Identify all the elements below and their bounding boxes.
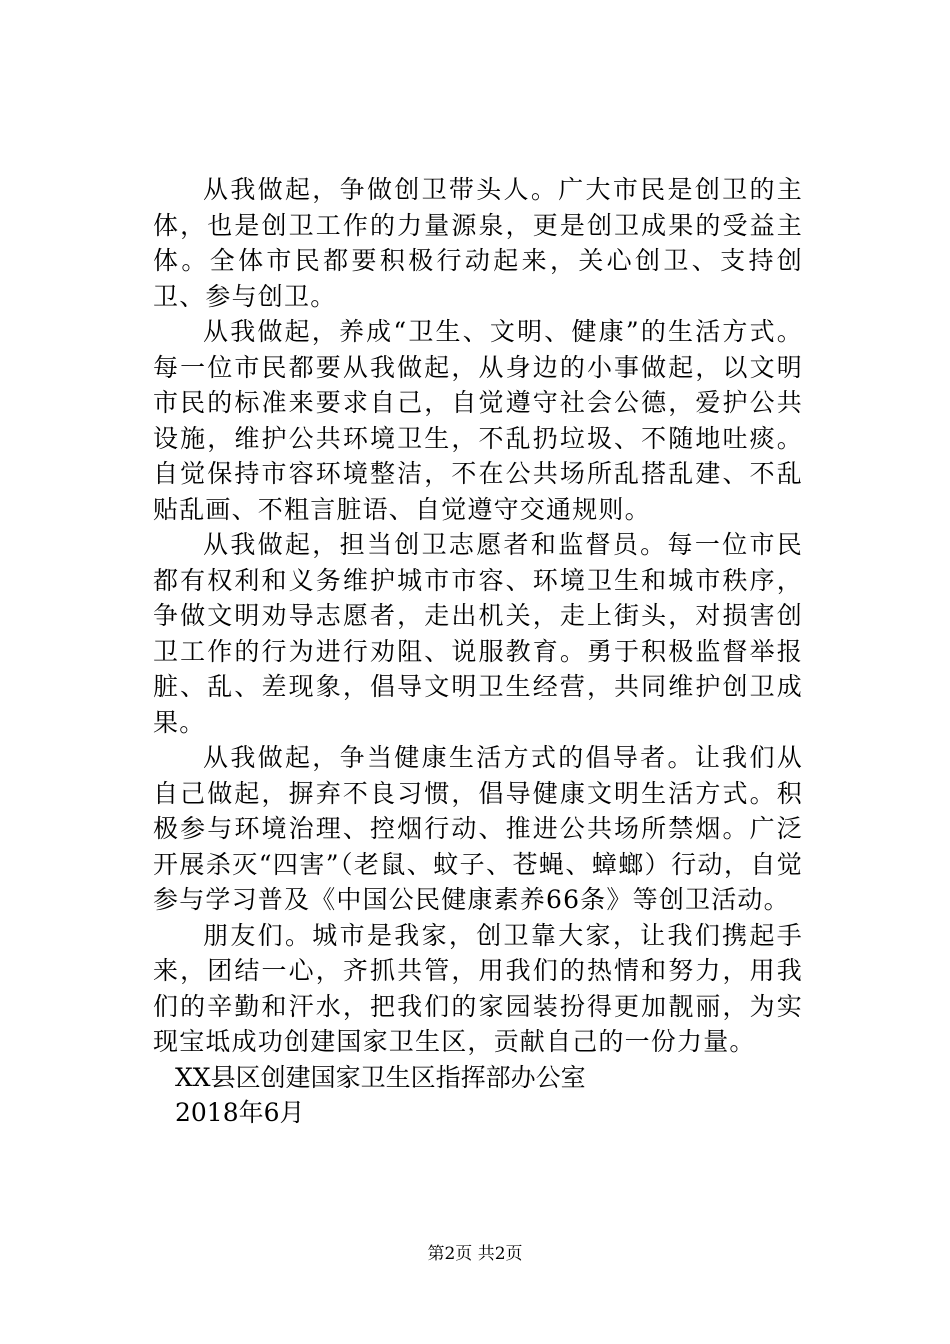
page-footer: 第2页 共2页 xyxy=(427,1244,523,1264)
signature-line: XX县区创建国家卫生区指挥部办公室 xyxy=(175,1062,586,1092)
paragraph-4: 从我做起，争当健康生活方式的倡导者。让我们从自己做起，摒弃不良习惯，倡导健康文明生活方式。积极参与环境治理、控烟行动、推进公共场所禁烟。广泛开展杀灭“四害”（老鼠、蚊子、苍蝇、蟑螂）行动，自觉参与学习普及《中国公民健康素养66条》等创卫活动。 xyxy=(153,743,803,914)
document-body xyxy=(153,172,803,1131)
paragraph-1: 从我做起，争做创卫带头人。广大市民是创卫的主体，也是创卫工作的力量源泉，更是创卫成果的受益主体。全体市民都要积极行动起来，关心创卫、支持创卫、参与创卫。 xyxy=(153,175,803,311)
paragraph-3: 从我做起，担当创卫志愿者和监督员。每一位市民都有权利和义务维护城市市容、环境卫生和城市秩序，争做文明劝导志愿者，走出机关，走上街头，对损害创卫工作的行为进行劝阻、说服教育。勇于积极监督举报脏、乱、差现象，倡导文明卫生经营，共同维护创卫成果。 xyxy=(153,530,803,737)
paragraph-2: 从我做起，养成“卫生、文明、健康”的生活方式。每一位市民都要从我做起，从身边的小事做起，以文明市民的标准来要求自己，自觉遵守社会公德，爱护公共设施，维护公共环境卫生，不乱扔垃圾、不随地吐痰。自觉保持市容环境整洁，不在公共场所乱搭乱建、不乱贴乱画、不粗言脏语、自觉遵守交通规则。 xyxy=(153,317,803,524)
date-line: 2018年6月 xyxy=(175,1098,305,1127)
paragraph-5: 朋友们。城市是我家，创卫靠大家，让我们携起手来，团结一心，齐抓共管，用我们的热情和努力，用我们的辛勤和汗水，把我们的家园装扮得更加靓丽，为实现宝坻成功创建国家卫生区，贡献自己的一份力量。 xyxy=(153,920,803,1056)
